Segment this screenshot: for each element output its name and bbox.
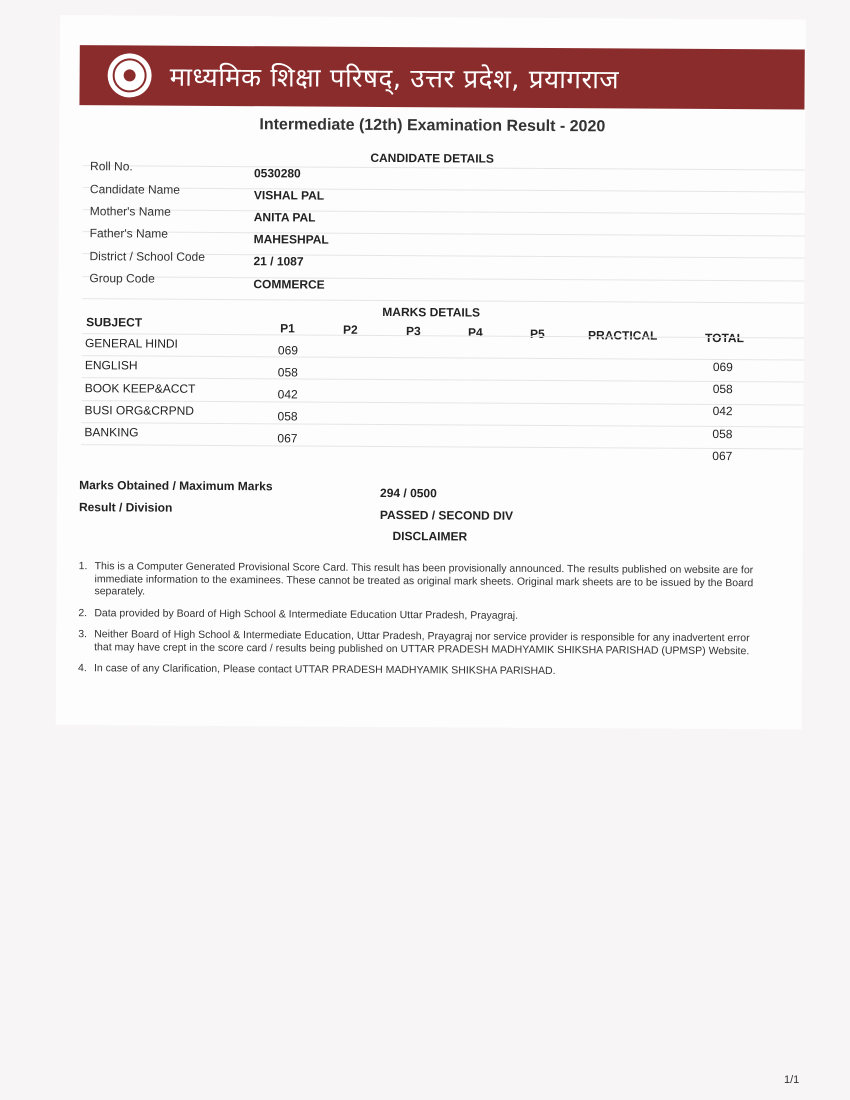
group-code-label: Group Code	[89, 271, 155, 286]
group-code-value: COMMERCE	[253, 277, 325, 292]
total-mark: 067	[712, 448, 733, 464]
board-name: माध्यमिक शिक्षा परिषद्, उत्तर प्रदेश, प्रयागराज	[169, 62, 620, 96]
candidate-name-label: Candidate Name	[89, 182, 181, 197]
col-practical-header: PRACTICAL	[588, 328, 658, 343]
marks-details-title: MARKS DETAILS	[382, 304, 481, 320]
col-p4-header: P4	[468, 325, 483, 340]
col-p5-header: P5	[530, 326, 545, 341]
mothers-name-value: ANITA PAL	[253, 210, 316, 225]
list-item: 4. In case of any Clarification, Please contact UTTAR PRADESH MADHYAMIK SHIKSHA PARISHAD.	[77, 662, 556, 678]
col-p2-header: P2	[343, 322, 358, 337]
subject-name: BANKING	[84, 425, 139, 440]
list-item: 1. This is a Computer Generated Provisional Score Card. This result has been provisionally announced. The results published on website are for immediate information to the examinees. These cannot be treated as original mark sheets. Original mark sheets are to be issued by the Board separately.	[78, 560, 754, 598]
roll-no-value: 0530280	[253, 166, 301, 181]
col-subject-header: SUBJECT	[86, 315, 143, 330]
total-mark: 042	[712, 403, 733, 419]
roll-no-label: Roll No.	[90, 159, 133, 174]
marks-obtained-value: 294 / 0500	[380, 485, 437, 501]
disclaimer-list	[78, 560, 769, 688]
candidate-name-value: VISHAL PAL	[253, 188, 325, 203]
page-number: 1/1	[784, 1074, 800, 1086]
col-total-header: TOTAL	[704, 330, 744, 346]
p1-mark: 058	[277, 409, 298, 424]
board-header	[79, 45, 804, 109]
col-p1-header: P1	[280, 321, 295, 336]
exam-title: Intermediate (12th) Examination Result - 2020	[259, 116, 606, 136]
fathers-name-value: MAHESHPAL	[253, 232, 329, 247]
col-p3-header: P3	[406, 324, 421, 339]
p1-mark: 042	[277, 387, 298, 402]
subject-name: BUSI ORG&CRPND	[84, 403, 194, 418]
mothers-name-label: Mother's Name	[89, 204, 171, 219]
district-school-code-label: District / School Code	[89, 249, 205, 264]
fathers-name-label: Father's Name	[89, 226, 169, 241]
subject-name: BOOK KEEP&ACCT	[84, 381, 196, 396]
subject-name: GENERAL HINDI	[84, 336, 178, 351]
total-mark: 058	[712, 381, 733, 397]
subject-name: ENGLISH	[84, 358, 138, 373]
p1-mark: 058	[277, 365, 298, 380]
disclaimer-title: DISCLAIMER	[392, 529, 468, 544]
total-mark: 069	[712, 359, 733, 375]
result-sheet	[56, 15, 806, 730]
p1-mark: 067	[277, 431, 298, 446]
candidate-details-title: CANDIDATE DETAILS	[370, 150, 494, 166]
result-division-label: Result / Division	[78, 500, 173, 515]
result-division-value: PASSED / SECOND DIV	[379, 507, 514, 523]
list-item: 2. Data provided by Board of High School & Intermediate Education Uttar Pradesh, Prayagraj.	[78, 606, 519, 622]
total-mark: 058	[712, 426, 733, 442]
board-logo-icon	[107, 53, 151, 97]
p1-mark: 069	[277, 343, 299, 358]
district-school-code-value: 21 / 1087	[253, 254, 304, 269]
marks-obtained-label: Marks Obtained / Maximum Marks	[79, 478, 273, 494]
list-item: 3. Neither Board of High School & Intermediate Education, Uttar Pradesh, Prayagraj nor service provider is responsible for any inadvertent error that may have crept in the score card / results being published on UTTAR PRADESH MADHYAMIK SHIKSHA PARISHAD (UPMSP) Website.	[78, 628, 750, 657]
